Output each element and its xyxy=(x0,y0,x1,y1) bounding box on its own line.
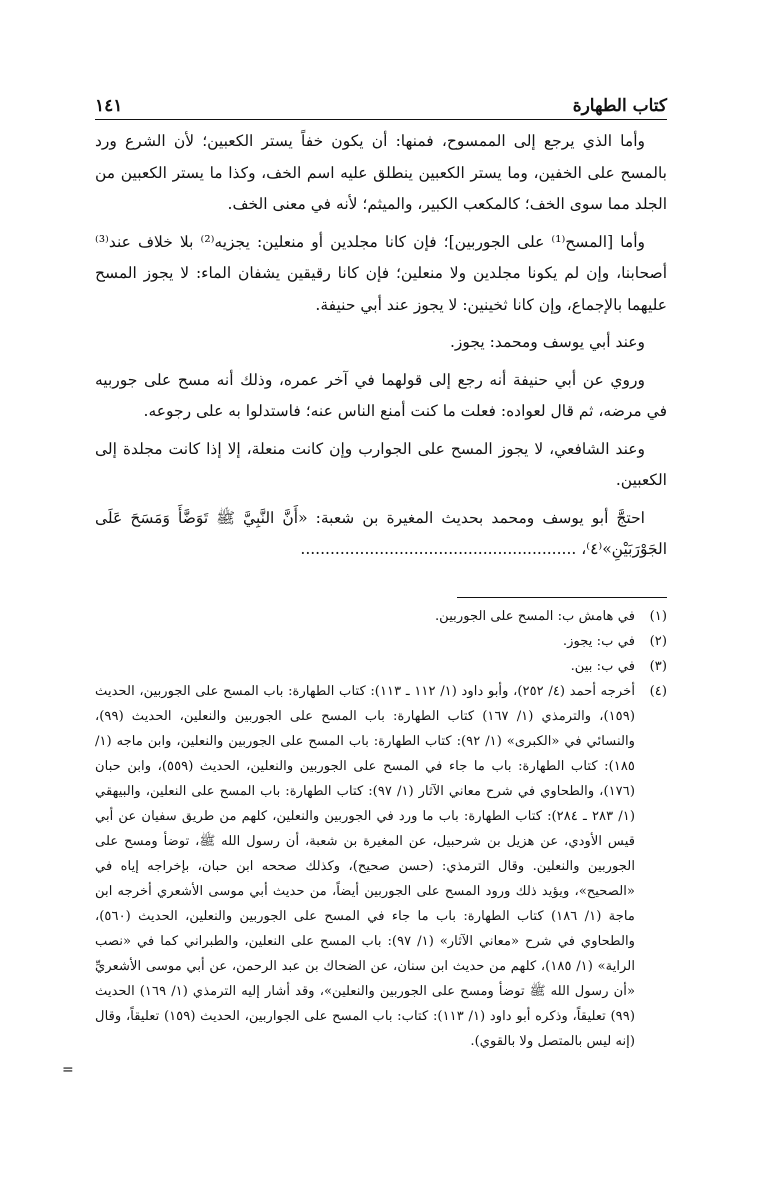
footnote xyxy=(95,654,667,679)
footnote-number: (٤) xyxy=(649,684,667,699)
footnote-number: (٢) xyxy=(649,634,667,649)
main-text xyxy=(95,126,667,572)
footnote xyxy=(95,629,667,654)
paragraph: وعند أبي يوسف ومحمد: يجوز. xyxy=(450,333,645,351)
chapter-title: كتاب الطهارة xyxy=(572,96,667,116)
footnote xyxy=(95,679,667,1054)
paragraph: وروي عن أبي حنيفة أنه رجع إلى قولهما في آخر عمره، وذلك أنه مسح على جوربيه في مرضه، ثم قال لعواده: فعلت ما كنت أمنع الناس عنه؛ فاستدلوا به على رجوعه. xyxy=(95,370,667,420)
footnote-text: في ب: بين. xyxy=(570,659,635,674)
paragraph: احتجَّ أبو يوسف ومحمد بحديث المغيرة بن شعبة: «أَنَّ النَّبِيَّ ﷺ تَوَضَّأَ وَمَسَحَ عَلَى الجَوْرَبَيْنِ»⁽٤⁾، ........................................................ xyxy=(95,508,667,558)
footnote-text: أخرجه أحمد (٤/ ٢٥٢)، وأبو داود (١/ ١١٢ ـ ١١٣): كتاب الطهارة: باب المسح على الجوربين، الحديث (١٥٩)، والترمذي (١/ ١٦٧) كتاب الطهارة: باب المسح على الجوربين والنعلين، الحديث (٩٩)، والنسائي في «الكبرى» (١/ ٩٢): كتاب الطهارة: باب المسح على الجوربين والنعلين، وابن ماجه (١/ ١٨٥): كتاب الطهارة: باب ما جاء في المسح على الجوربين والنعلين، الحديث (٥٥٩)، وابن حبان (١٧٦)، والطحاوي في شرح معاني الآثار (١/ ٩٧): كتاب الطهارة: باب المسح على النعلين، والبيهقي (١/ ٢٨٣ ـ ٢٨٤): كتاب الطهارة: باب ما ورد في الجوربين والنعلين، كلهم من طريق سفيان عن أبي قيس الأودي، عن هزيل بن شرحبيل، عن المغيرة بن شعبة، أن رسول الله ﷺ، توضأ ومسح على الجوربين والنعلين. وقال الترمذي: (حسن صحيح)، وكذلك صححه ابن حبان، بإخراجه إياه في «الصحيح»، ويؤيد ذلك ورود المسح على الجوربين أيضاً، من حديث أبي موسى الأشعري أخرجه ابن ماجة (١/ ١٨٦) كتاب الطهارة: باب ما جاء في المسح على الجوربين والنعلين، الحديث (٥٦٠)، والطحاوي في شرح «معاني الآثار» (١/ ٩٧): باب المسح على النعلين، والطبراني كما في «نصب الراية» (١/ ١٨٥)، كلهم من حديث ابن سنان، عن الضحاك بن عبد الرحمن، عن أبي موسى الأشعريِّ «أن رسول الله ﷺ توضأ ومسح على الجوربين والنعلين»، وقد أشار إليه الترمذي (١/ ١٦٩) الحديث (٩٩) تعليقاً، وذكره أبو داود (١/ ١١٣): كتاب: باب المسح على الجواربين، الحديث (١٥٩) تعليقاً، وقال (إنه ليس بالمتصل ولا بالقوي). xyxy=(95,684,636,1049)
footnote-divider xyxy=(457,597,667,598)
footnote-number: (١) xyxy=(649,609,667,624)
continuation-mark: = xyxy=(62,1062,74,1078)
footnote-text: في ب: يجوز. xyxy=(562,634,635,649)
footnote xyxy=(95,604,667,629)
paragraph: وأما الذي يرجع إلى الممسوح، فمنها: أن يكون خفاً يستر الكعبين؛ لأن الشرع ورد بالمسح على الخفين، وما يستر الكعبين ينطلق عليه اسم الخف، وكذا ما يستر الكعبين من الجلد مما سوى الخف؛ كالمكعب الكبير، والميثم؛ لأنه في معنى الخف. xyxy=(95,132,667,213)
paragraph: وعند الشافعي، لا يجوز المسح على الجوارب وإن كانت منعلة، إلا إذا كانت مجلدة إلى الكعبين. xyxy=(95,439,667,489)
footnote-number: (٣) xyxy=(649,659,667,674)
header-divider xyxy=(95,119,667,120)
page-number: ١٤١ xyxy=(95,96,123,116)
footnotes xyxy=(95,604,667,1054)
paragraph: وأما [المسح⁽¹⁾ على الجوربين]؛ فإن كانا مجلدين أو منعلين: يجزيه⁽²⁾ بلا خلاف عند⁽³⁾ أصحابنا، وإن لم يكونا مجلدين ولا منعلين؛ فإن كانا رقيقين يشفان الماء: لا يجوز المسح عليهما بالإجماع، وإن كانا ثخينين: لا يجوز عند أبي حنيفة. xyxy=(95,232,667,314)
footnote-text: في هامش ب: المسح على الجوربين. xyxy=(434,609,635,624)
page-header xyxy=(95,86,667,116)
